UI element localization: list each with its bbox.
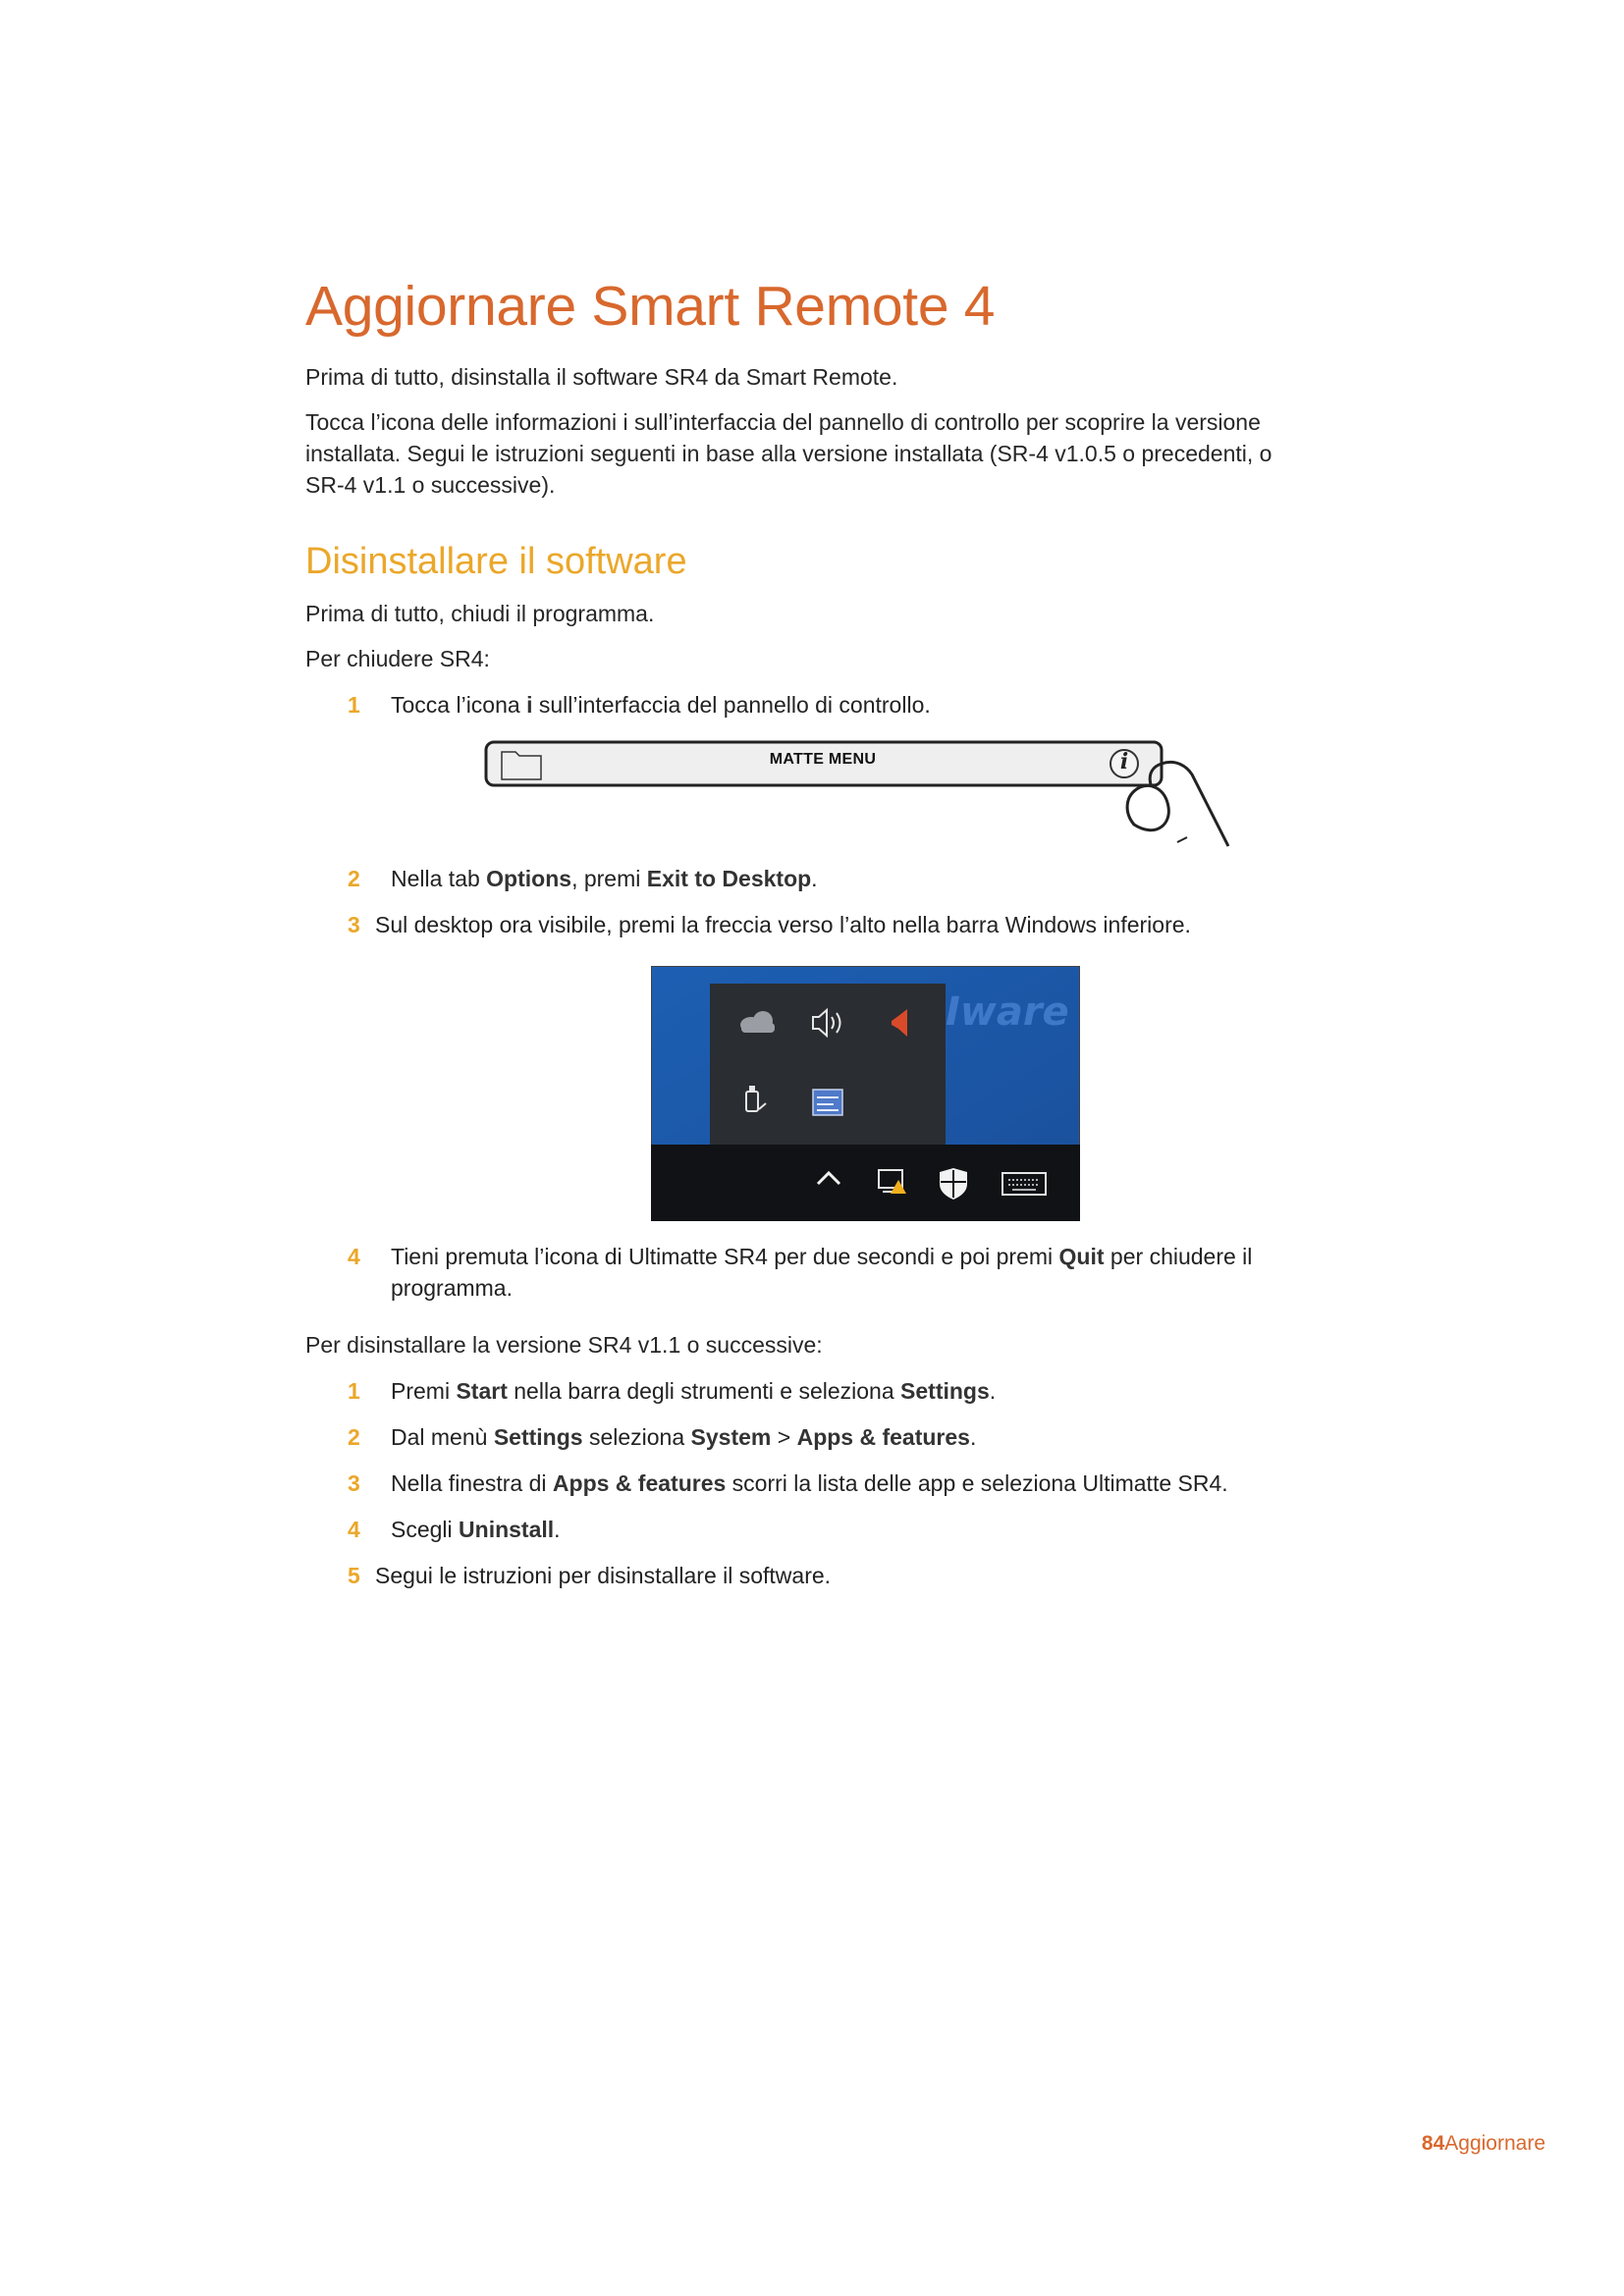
section-paragraph-1: Prima di tutto, chiudi il programma. [305, 601, 655, 627]
step-text: Dal menù Settings seleziona System > Apps & features. [391, 1424, 977, 1451]
matte-menu-label: MATTE MENU [769, 751, 877, 769]
close-steps-list-continued [305, 863, 1317, 940]
windows-tray-figure [651, 966, 1080, 1221]
list-item [305, 1560, 1317, 1591]
step-text: Nella tab Options, premi Exit to Desktop. [391, 866, 818, 892]
list-item [305, 1421, 1317, 1453]
step-text: Nella finestra di Apps & features scorri la lista delle app e seleziona Ultimatte SR4. [391, 1470, 1228, 1497]
list-item [305, 863, 1317, 894]
step-number: 3 [348, 912, 360, 938]
desktop-watermark-text: Iware [946, 989, 1069, 1036]
page-number: 84 [1421, 2132, 1445, 2155]
list-item [305, 1468, 1317, 1499]
step-number: 2 [348, 1424, 360, 1451]
step-text: Tocca l’icona i sull’interfaccia del pannello di controllo. [391, 692, 931, 719]
intro-paragraph-1: Prima di tutto, disinstalla il software SR4 da Smart Remote. [305, 363, 898, 390]
section-paragraph-2: Per chiudere SR4: [305, 646, 490, 672]
step-number: 4 [348, 1244, 360, 1270]
matte-menu-figure [484, 740, 1240, 848]
page-footer [1422, 2132, 1545, 2156]
step-text: Sul desktop ora visibile, premi la freccia verso l’alto nella barra Windows inferiore. [375, 912, 1191, 938]
ultimatte-sr4-icon [813, 1090, 842, 1115]
uninstall-intro: Per disinstallare la versione SR4 v1.1 o successive: [305, 1332, 823, 1359]
step-number: 3 [348, 1470, 360, 1497]
step-number: 1 [348, 692, 360, 719]
info-icon-glyph: i [1119, 749, 1129, 775]
list-item [305, 1514, 1317, 1545]
uninstall-steps-list [305, 1375, 1317, 1591]
footer-section-label: Aggiornare [1444, 2132, 1545, 2155]
step-text: Tieni premuta l’icona di Ultimatte SR4 per due secondi e poi premi Quit per chiudere il programma. [391, 1244, 1253, 1302]
section-heading: Disinstallare il software [305, 540, 687, 582]
page-title: Aggiornare Smart Remote 4 [305, 275, 996, 338]
step-number: 2 [348, 866, 360, 892]
step-number: 4 [348, 1517, 360, 1543]
step-text: Segui le istruzioni per disinstallare il software. [375, 1563, 832, 1589]
step-text: Scegli Uninstall. [391, 1517, 561, 1543]
list-item [305, 689, 1317, 721]
list-item [305, 1375, 1317, 1407]
step-number: 5 [348, 1563, 360, 1589]
intro-paragraph-2: Tocca l’icona delle informazioni i sull’interfaccia del pannello di controllo per scoprire la versione installata. Segui le istruzioni seguenti in base alla versione installata (SR-4 v1.0.5 o precedenti, o SR-4 v1.1 o successive). [305, 408, 1272, 498]
main-content [305, 275, 1317, 1591]
close-steps-list-end [305, 1241, 1317, 1304]
close-steps-list [305, 689, 1317, 721]
step-text: Premi Start nella barra degli strumenti e seleziona Settings. [391, 1378, 997, 1405]
step-number: 1 [348, 1378, 360, 1405]
list-item [305, 1241, 1317, 1304]
list-item [305, 909, 1317, 940]
